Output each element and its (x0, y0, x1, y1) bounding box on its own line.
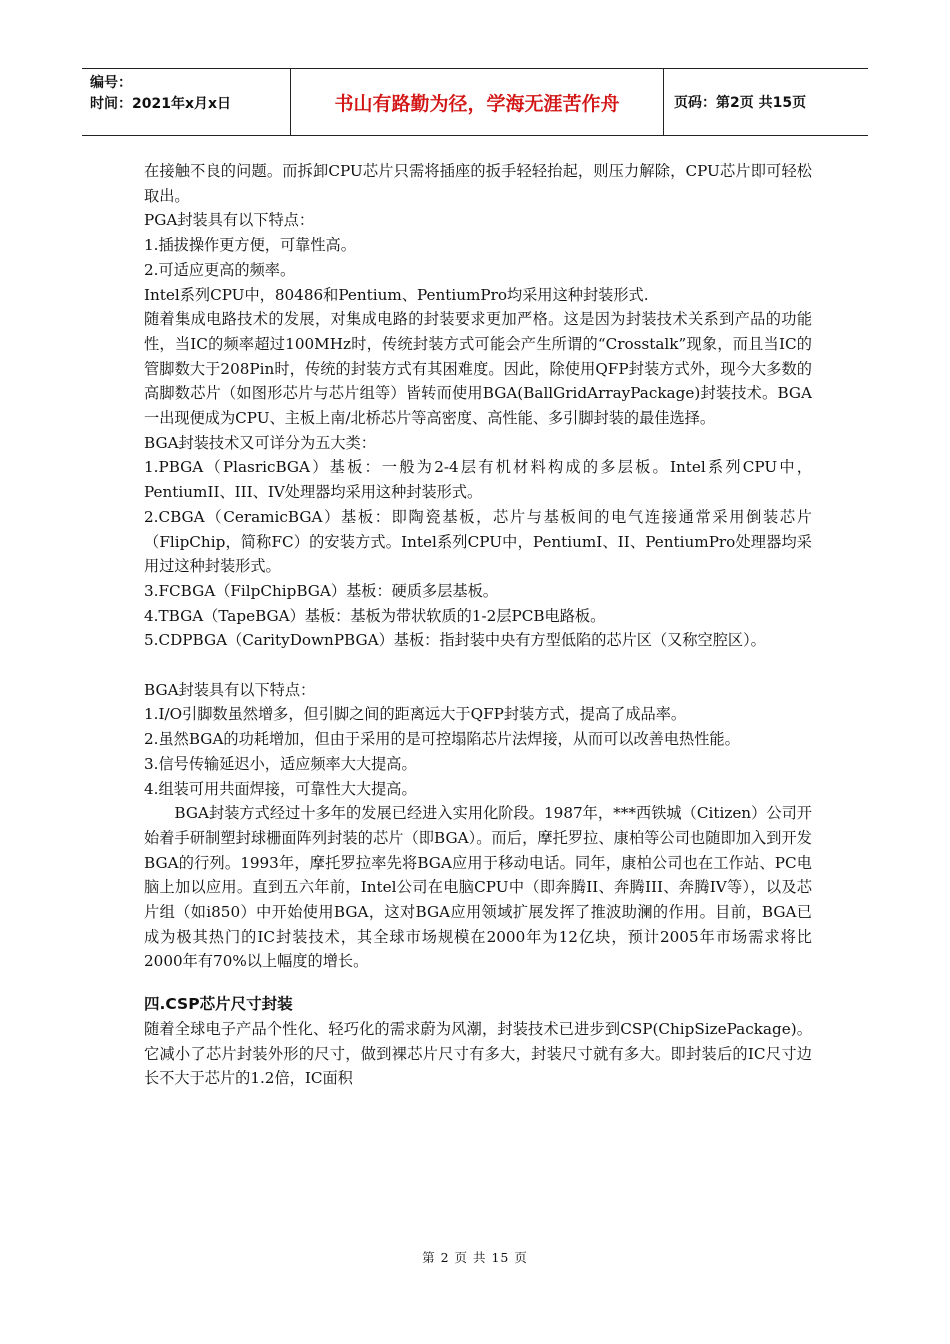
list-item: 2.可适应更高的频率。 (144, 260, 296, 279)
spacer (144, 974, 812, 992)
paragraph: Intel系列CPU中，80486和Pentium、PentiumPro均采用这种封装形式. (144, 285, 649, 304)
list-item: 2.虽然BGA的功耗增加，但由于采用的是可控塌陷芯片法焊接，从而可以改善电热性能。 (144, 730, 740, 749)
section-heading: 四.CSP芯片尺寸封装 (144, 995, 293, 1014)
doc-number: 编号： (90, 75, 132, 91)
list-item: 2.CBGA（CeramicBGA）基板：即陶瓷基板，芯片与基板间的电气连接通常采用倒装芯片（FlipChip，简称FC）的安装方式。Intel系列CPU中，PentiumI、II、PentiumPro处理器均采用过这种封装形式。 (144, 507, 812, 576)
doc-date: 时间：2021年x月x日 (90, 96, 232, 112)
list-item: 1.PBGA（PlasricBGA）基板：一般为2-4层有机材料构成的多层板。Intel系列CPU中，PentiumII、III、IV处理器均采用这种封装形式。 (144, 458, 812, 502)
paragraph: 在接触不良的问题。而拆卸CPU芯片只需将插座的扳手轻轻抬起，则压力解除，CPU芯片即可轻松取出。 (144, 162, 812, 205)
paragraph: BGA封装具有以下特点： (144, 680, 316, 699)
paragraph: BGA封装技术又可详分为五大类： (144, 433, 376, 452)
list-item: 4.TBGA（TapeBGA）基板：基板为带状软质的1-2层PCB电路板。 (144, 606, 606, 625)
paragraph: PGA封装具有以下特点： (144, 211, 315, 230)
page-footer: 第 2 页 共 15 页 (422, 1250, 528, 1265)
document-body (144, 159, 812, 1091)
list-item: 1.插拔操作更方便，可靠性高。 (144, 236, 356, 255)
list-item: 3.FCBGA（FilpChipBGA）基板：硬质多层基板。 (144, 581, 498, 600)
list-item: 1.I/O引脚数虽然增多，但引脚之间的距离远大于QFP封装方式，提高了成品率。 (144, 705, 687, 724)
header-motto: 书山有路勤为径，学海无涯苦作舟 (290, 69, 664, 135)
paragraph: 随着全球电子产品个性化、轻巧化的需求蔚为风潮，封装技术已进步到CSP(ChipSizePackage)。它减小了芯片封装外形的尺寸，做到裸芯片尺寸有多大，封装尺寸就有多大。即封装后的IC尺寸边长不大于芯片的1.2倍，IC面积 (144, 1019, 812, 1088)
list-item: 3.信号传输延迟小，适应频率大大提高。 (144, 754, 417, 773)
header-page-info: 页码：第2页 共15页 (674, 95, 807, 111)
list-item: 4.组装可用共面焊接，可靠性大大提高。 (144, 779, 417, 798)
list-item: 5.CDPBGA（CarityDownPBGA）基板：指封装中央有方型低陷的芯片区（又称空腔区）。 (144, 631, 766, 650)
paragraph: 随着集成电路技术的发展，对集成电路的封装要求更加严格。这是因为封装技术关系到产品的功能性，当IC的频率超过100MHz时，传统封装方式可能会产生所谓的“Crosstalk”现象，而且当IC的管脚数大于208Pin时，传统的封装方式有其困难度。因此，除使用QFP封装方式外，现今大多数的高脚数芯片（如图形芯片与芯片组等）皆转而使用BGA(BallGridArrayPackage)封装技术。BGA一出现便成为CPU、主板上南/北桥芯片等高密度、高性能、多引脚封装的最佳选择。 (144, 310, 812, 428)
header-meta (82, 69, 290, 135)
spacer (144, 653, 812, 678)
paragraph: BGA封装方式经过十多年的发展已经进入实用化阶段。1987年，***西铁城（Citizen）公司开始着手研制塑封球栅面阵列封装的芯片（即BGA）。而后，摩托罗拉、康柏等公司也随即加入到开发BGA的行列。1993年，摩托罗拉率先将BGA应用于移动电话。同年，康柏公司也在工作站、PC电脑上加以应用。直到五六年前，Intel公司在电脑CPU中（即奔腾II、奔腾III、奔腾IV等），以及芯片组（如i850）中开始使用BGA，这对BGA应用领域扩展发挥了推波助澜的作用。目前，BGA已成为极其热门的IC封装技术，其全球市场规模在2000年为12亿块，预计2005年市场需求将比2000年有70%以上幅度的增长。 (144, 804, 812, 971)
page-header (82, 68, 868, 136)
